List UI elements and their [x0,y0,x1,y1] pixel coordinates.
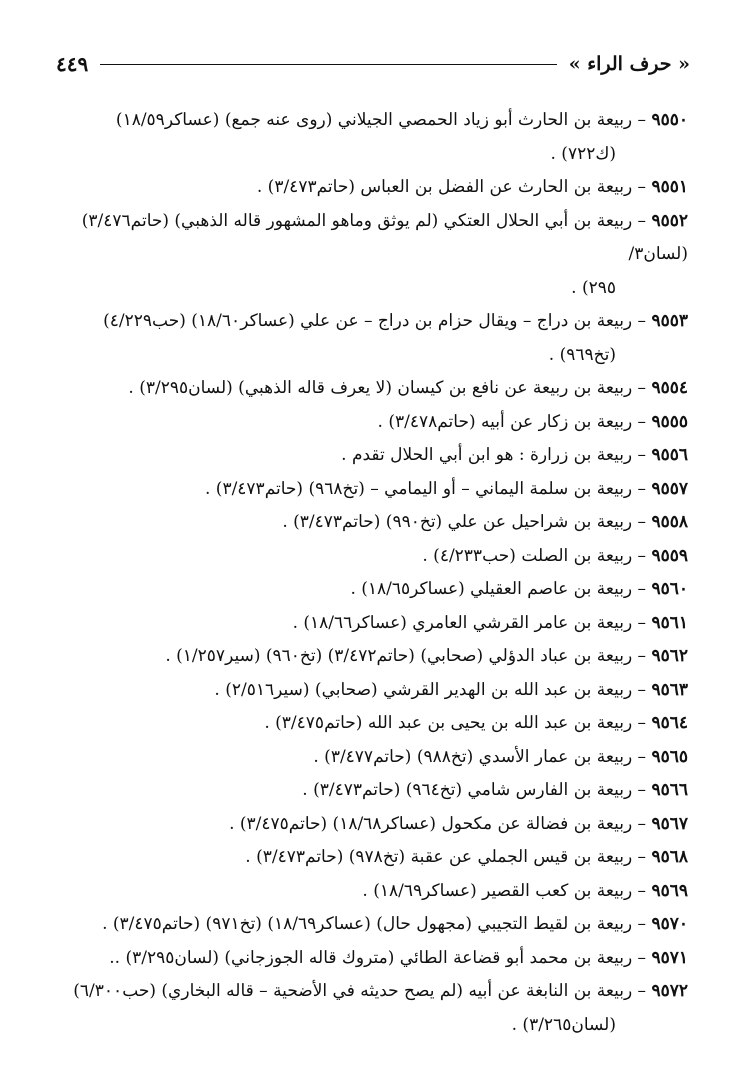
entry [58,372,688,406]
entry-text: ربيعة بن عباد الدؤلي (صحابي) (حاتم٣/٤٧٢) (تخ٩٦٠) (سير١/٢٥٧) . [165,646,633,666]
entries-list [58,104,688,1042]
entry-number: ٩٥٦٣ [651,679,688,700]
entry-text: ربيعة بن زكار عن أبيه (حاتم٣/٤٧٨) . [377,411,633,432]
entry-number: ٩٥٥٦ [651,445,688,465]
entry [58,942,688,976]
entry-text: ربيعة بن عاصم العقيلي (عساكر١٨/٦٥) . [350,579,633,599]
page-number: ٤٤٩ [56,52,89,76]
entry-number: ٩٥٦٥ [651,746,688,767]
entry-number: ٩٥٥٠ [651,110,688,130]
entry-number: ٩٥٥٣ [651,311,688,331]
entry-dash: – [632,813,652,834]
entry [58,406,688,440]
entry-number: ٩٥٦٢ [651,646,688,666]
page-header [56,44,690,84]
entry [58,607,688,641]
entry [58,104,688,171]
entry-dash: – [632,780,652,800]
entry-text: ربيعة بن عبد الله بن يحيى بن عبد الله (حاتم٣/٤٧٥) . [264,713,633,733]
entry-dash: – [632,478,652,499]
entry-dash: – [632,914,652,934]
entry-number: ٩٥٥٥ [651,411,688,432]
entry-dash: – [632,110,652,130]
entry-text: ربيعة بن محمد أبو قضاعة الطائي (متروك قاله الجوزجاني) (لسان٣/٢٩٥) .. [109,947,633,968]
entry-continuation: (ك٧٢٢) . [550,143,616,164]
entry-dash: – [632,981,652,1001]
entry-continuation: ٢٩٥) . [571,277,616,298]
entry [58,875,688,909]
entry-text: ربيعة بن عامر القرشي العامري (عساكر١٨/٦٦) . [292,612,633,633]
entry [58,573,688,607]
entry [58,707,688,741]
entry-number: ٩٥٥٨ [651,512,688,532]
entry-number: ٩٥٥٧ [651,478,688,499]
entry [58,908,688,942]
entry [58,741,688,775]
entry-dash: – [632,746,652,767]
entry-number: ٩٥٧٢ [651,981,688,1001]
entry-number: ٩٥٦٦ [651,780,688,800]
entry [58,808,688,842]
entry-text: ربيعة بن لقيط التجيبي (مجهول حال) (عساكر١٨/٦٩) (تخ٩٧١) (حاتم٣/٤٧٥) . [102,914,633,934]
entry-text: ربيعة بن سلمة اليماني – أو اليمامي – (تخ٩٦٨) (حاتم٣/٤٧٣) . [204,478,633,499]
entry-number: ٩٥٥١ [651,177,688,197]
entry [58,774,688,808]
entry-text: ربيعة بن شراحيل عن علي (تخ٩٩٠) (حاتم٣/٤٧٣) . [282,512,633,532]
entry-text: ربيعة بن النابغة عن أبيه (لم يصح حديثه في الأضحية – قاله البخاري) (حب٦/٣٠٠) [73,981,633,1001]
entry [58,640,688,674]
entry-continuation: (لسان٣/٢٦٥) . [511,1014,616,1035]
entry [58,205,688,306]
entry-number: ٩٥٥٢ [651,210,688,231]
entry-text: ربيعة بن عبد الله بن الهدير القرشي (صحابي) (سير٢/٥١٦) . [214,679,633,700]
entry-text: ربيعة بن ربيعة عن نافع بن كيسان (لا يعرف قاله الذهبي) (لسان٣/٢٩٥) . [128,378,633,398]
entry-dash: – [632,646,652,666]
entry-number: ٩٥٧٠ [651,914,688,934]
entry-number: ٩٥٦٧ [651,813,688,834]
entry-text: ربيعة بن الحارث أبو زياد الحمصي الجيلاني (روى عنه جمع) (عساكر١٨/٥٩) [115,110,633,130]
entry-dash: – [632,512,652,532]
entry-number: ٩٥٦٠ [651,579,688,599]
entry-dash: – [632,545,652,566]
entry-number: ٩٥٥٩ [651,545,688,566]
chapter-title: « حرف الراء » [568,53,690,75]
entry-dash: – [632,880,652,901]
entry [58,439,688,473]
entry-text: ربيعة بن دراج – ويقال حزام بن دراج – عن علي (عساكر١٨/٦٠) (حب٤/٢٢٩) [103,311,633,331]
entry-text: ربيعة بن زرارة : هو ابن أبي الحلال تقدم . [341,445,633,465]
header-rule [100,64,556,65]
entry-dash: – [632,177,652,197]
entry [58,473,688,507]
entry-text: ربيعة بن الفارس شامي (تخ٩٦٤) (حاتم٣/٤٧٣) . [302,780,633,800]
entry-text: ربيعة بن عمار الأسدي (تخ٩٨٨) (حاتم٣/٤٧٧) . [313,746,633,767]
entry-number: ٩٥٦٨ [651,847,688,867]
entry-dash: – [632,847,652,867]
entry [58,975,688,1042]
entry-number: ٩٥٦١ [651,612,688,633]
entry-dash: – [632,679,652,700]
entry-dash: – [632,947,652,968]
entry-text: ربيعة بن قيس الجملي عن عقبة (تخ٩٧٨) (حاتم٣/٤٧٣) . [245,847,633,867]
entry [58,305,688,372]
entry-text: ربيعة بن كعب القصير (عساكر١٨/٦٩) . [362,880,633,901]
entry-text: ربيعة بن أبي الحلال العتكي (لم يوثق وماهو المشهور قاله الذهبي) (حاتم٣/٤٧٦) (لسان٣/ [81,210,688,264]
entry-dash: – [632,378,652,398]
entry [58,674,688,708]
entry [58,540,688,574]
entry-dash: – [632,311,652,331]
entry-number: ٩٥٧١ [651,947,688,968]
entry-text: ربيعة بن الصلت (حب٤/٢٣٣) . [422,545,633,566]
entry-dash: – [632,612,652,633]
entry [58,171,688,205]
entry [58,841,688,875]
entry-dash: – [632,210,652,231]
entry-dash: – [632,713,652,733]
entry-continuation: (تخ٩٦٩) . [548,344,616,365]
entry-text: ربيعة بن الحارث عن الفضل بن العباس (حاتم٣/٤٧٣) . [256,177,633,197]
entry-number: ٩٥٥٤ [651,378,688,398]
entry-dash: – [632,411,652,432]
entry-dash: – [632,579,652,599]
entry-number: ٩٥٦٩ [651,880,688,901]
entry-number: ٩٥٦٤ [651,713,688,733]
entry-dash: – [632,445,652,465]
entry [58,506,688,540]
entry-text: ربيعة بن فضالة عن مكحول (عساكر١٨/٦٨) (حاتم٣/٤٧٥) . [229,813,633,834]
